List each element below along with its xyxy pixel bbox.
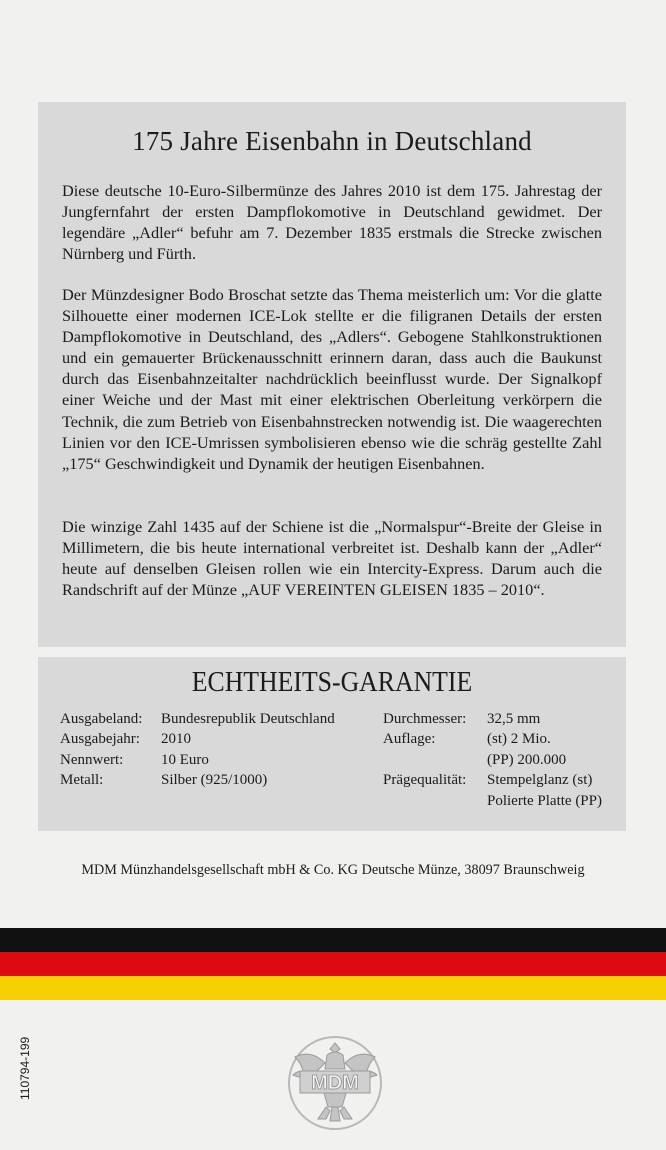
flag-stripe-black	[0, 928, 666, 952]
mdm-eagle-logo	[280, 1035, 390, 1131]
mdm-logo-text: MDM	[311, 1072, 359, 1094]
spec-value-mintage-pp: (PP) 200.000	[487, 751, 567, 768]
spec-value-quality-pp: Polierte Platte (PP)	[487, 792, 602, 809]
spec-label-diameter: Durchmesser:	[383, 711, 467, 727]
paragraph-intro: Diese deutsche 10-Euro-Silbermünze des Jahres 2010 ist dem 175. Jahrestag der Jungfernfahrt der ersten Dampflokomotive in Deutschland gewidmet. Der legendäre „Adler“ befuhr am 7. Dezember 1835 erstmals die Strecke zwischen Nürnberg und Fürth.	[62, 181, 602, 264]
spec-label-mintage: Auflage:	[383, 731, 436, 748]
spec-value-country: Bundesrepublik Deutschland	[161, 711, 335, 727]
spec-label-blank	[383, 750, 466, 770]
spec-value-denomination: 10 Euro	[161, 751, 209, 768]
spec-value-metal: Silber (925/1000)	[161, 772, 268, 789]
spec-label-year: Ausgabejahr:	[60, 731, 140, 748]
spec-left-values	[161, 709, 335, 791]
flag-stripe-red	[0, 952, 666, 976]
spec-value-quality-st: Stempelglanz (st)	[487, 772, 593, 789]
spec-left-labels	[60, 709, 142, 791]
spec-value-diameter: 32,5 mm	[487, 711, 541, 727]
spec-right-labels	[383, 709, 466, 791]
article-number: 110794-199	[18, 1036, 32, 1100]
info-panel	[38, 102, 626, 647]
spec-value-mintage-st: (st) 2 Mio.	[487, 731, 551, 748]
guarantee-panel	[38, 657, 626, 831]
guarantee-title: ECHTHEITS-GARANTIE	[191, 667, 473, 698]
publisher-line: MDM Münzhandelsgesellschaft mbH & Co. KG Deutsche Münze, 38097 Braunschweig	[81, 862, 585, 878]
paragraph-gauge: Die winzige Zahl 1435 auf der Schiene ist die „Normalspur“-Breite der Gleise in Millimetern, die bis heute international verbreitet ist. Deshalb kann der „Adler“ heute auf denselben Gleisen rollen wie ein Intercity-Express. Darum auch die Randschrift auf der Münze „AUF VEREINTEN GLEISEN 1835 – 2010“.	[62, 517, 602, 600]
spec-right-values	[487, 709, 602, 811]
spec-label-denomination: Nennwert:	[60, 751, 124, 768]
paragraph-design: Der Münzdesigner Bodo Broschat setzte das Thema meisterlich um: Vor die glatte Silhouette einer modernen ICE-Lok stellte er die filigranen Details der ersten Dampflokomotive in Deutschland, des „Adlers“. Gebogene Stahlkonstruktionen und ein gemauerter Brückenausschnitt erinnern daran, dass auch die Baukunst durch das Eisenbahnzeitalter nachdrücklich beeinflusst wurde. Der Signalkopf einer Weiche und der Mast mit einer elektrischen Oberleitung verkörpern die Technik, die zum Betrieb von Eisenbahnstrecken notwendig ist. Die waagerechten Linien vor den ICE-Umrissen symbolisieren ebenso wie die schräg gestellte Zahl „175“ Geschwindigkeit und Dynamik der heutigen Eisenbahnen.	[62, 285, 602, 473]
spec-label-metal: Metall:	[60, 772, 104, 789]
spec-value-year: 2010	[161, 731, 191, 748]
page-title: 175 Jahre Eisenbahn in Deutschland	[132, 126, 532, 156]
spec-label-quality: Prägequalität:	[383, 772, 467, 789]
spec-label-country: Ausgabeland:	[60, 711, 143, 727]
flag-stripe-gold	[0, 976, 666, 1000]
